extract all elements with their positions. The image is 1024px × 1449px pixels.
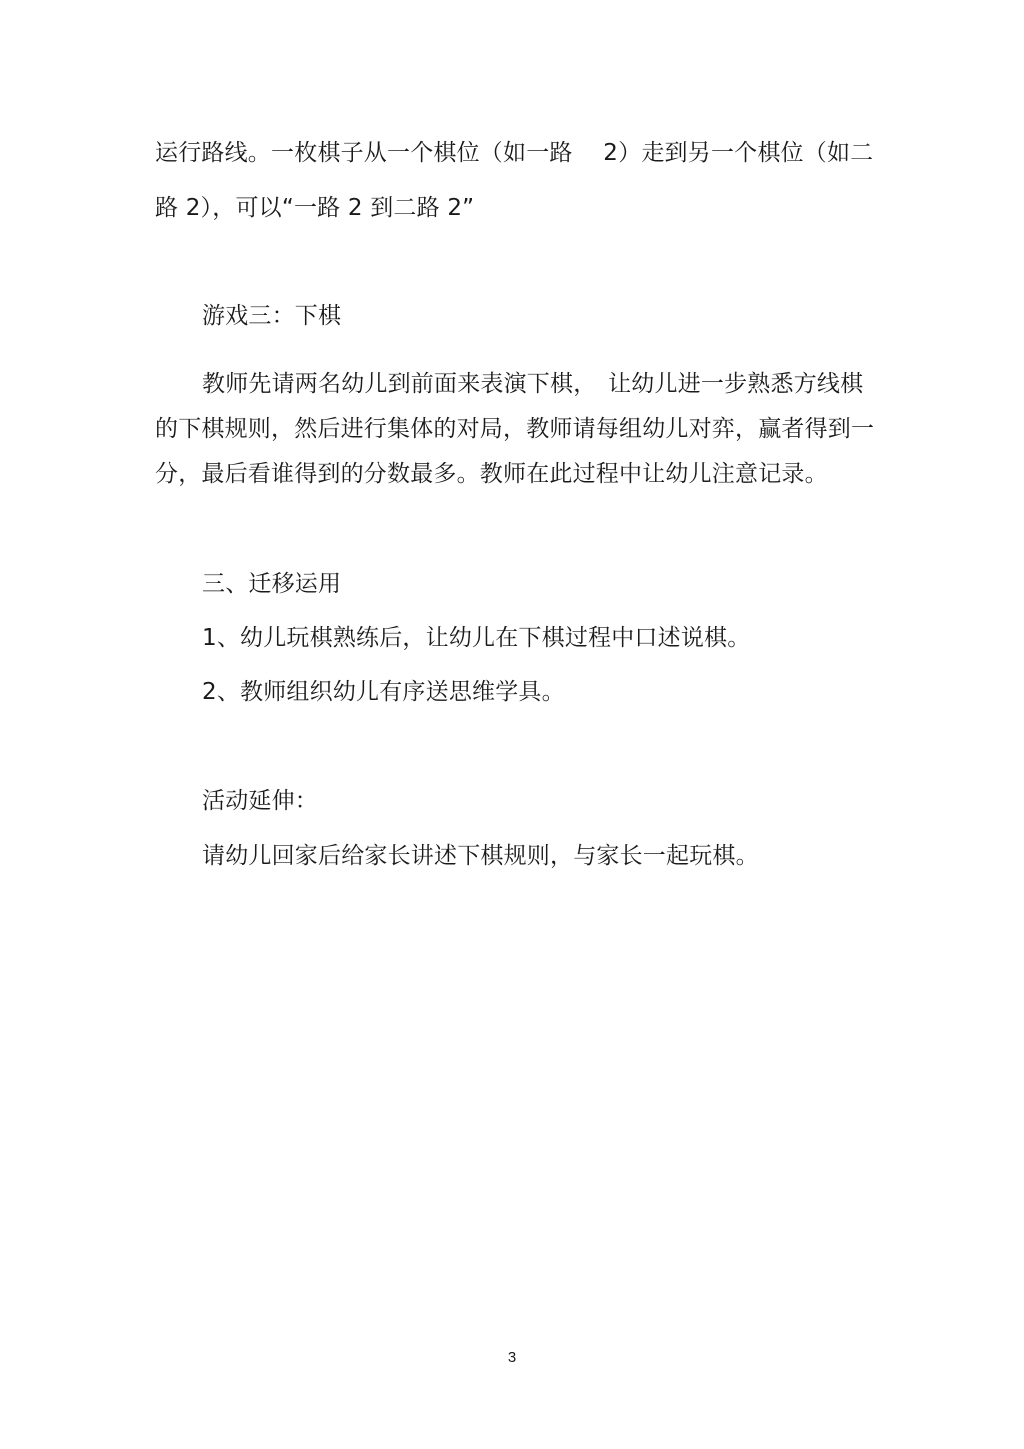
game3-heading: 游戏三：下棋 <box>202 303 342 329</box>
game3-paragraph-line-2: 的下棋规则，然后进行集体的对局，教师请每组幼儿对弈，赢者得到一 <box>155 416 875 442</box>
game3-paragraph-line-1: 教师先请两名幼儿到前面来表演下棋， 让幼儿进一步熟悉方线棋 <box>202 371 864 397</box>
section3-item-1: 1、幼儿玩棋熟练后，让幼儿在下棋过程中口述说棋。 <box>202 625 751 651</box>
page-number: 3 <box>507 1349 517 1366</box>
extension-heading: 活动延伸： <box>202 788 318 814</box>
extension-text: 请幼儿回家后给家长讲述下棋规则，与家长一起玩棋。 <box>202 843 759 869</box>
continuation-line-1: 运行路线。一枚棋子从一个棋位（如一路 2）走到另一个棋位（如二 <box>155 140 874 166</box>
section3-item-2: 2、教师组织幼儿有序送思维学具。 <box>202 679 565 705</box>
continuation-line-2: 路 2），可以“一路 2 到二路 2” <box>155 195 475 221</box>
section3-heading: 三、迁移运用 <box>202 571 342 597</box>
game3-paragraph-line-3: 分，最后看谁得到的分数最多。教师在此过程中让幼儿注意记录。 <box>155 461 828 487</box>
